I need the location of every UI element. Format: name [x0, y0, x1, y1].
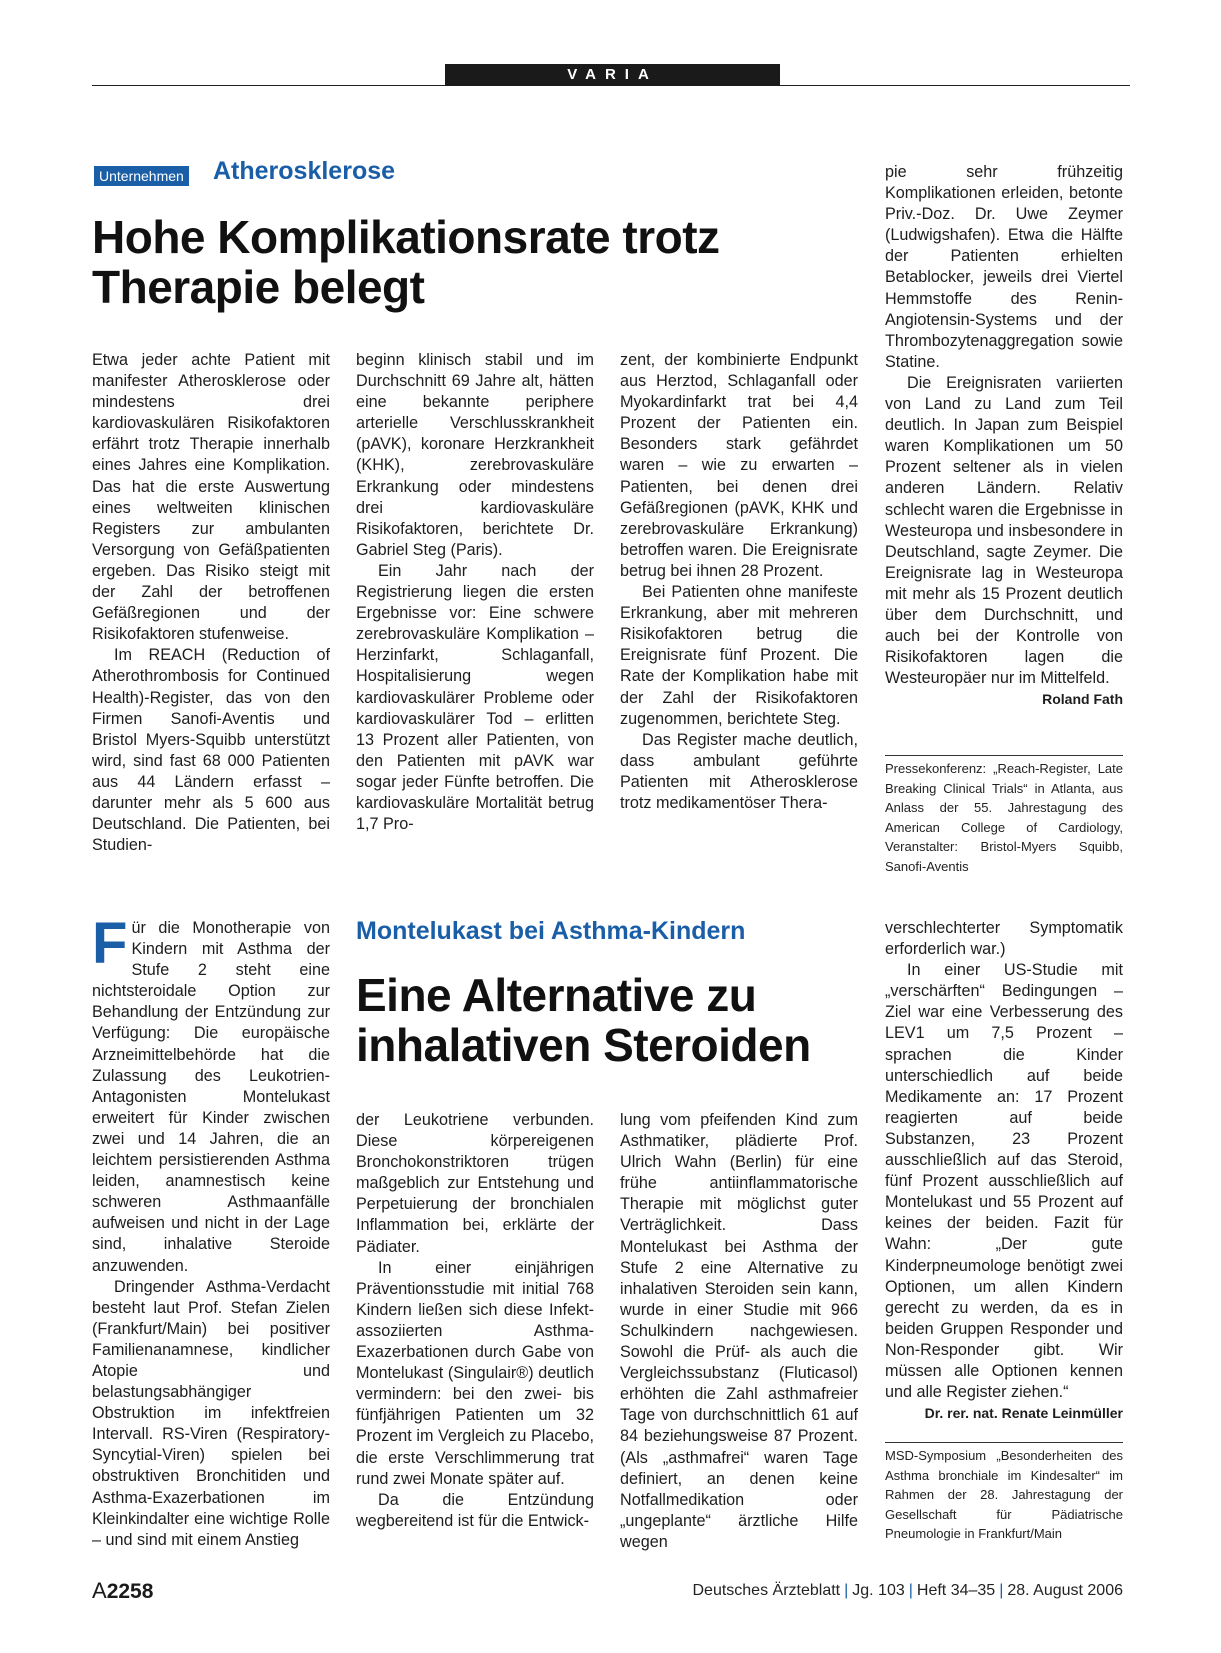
paragraph: Im REACH (Reduction of Atherothrombosis for Continued Health)-Register, das von den Firmen Sanofi-Aventis und Bristol Myers-Squibb unterstützt wird, sind fast 68 000 Patienten aus 44 Ländern erfasst – darunter mehr als 5 600 aus Deutschland. Die Patienten, bei Studien- — [92, 646, 330, 855]
drop-cap: F — [92, 911, 128, 976]
paragraph: Das Register mache deutlich, dass ambulant geführte Patienten mit Atherosklerose trotz medikamentöser Thera- — [620, 730, 858, 812]
paragraph: Da die Entzündung wegbereitend ist für die Entwick- — [356, 1490, 594, 1530]
article1-column-2 — [356, 350, 594, 835]
article2-source-note: MSD-Symposium „Besonderheiten des Asthma bronchiale im Kindesalter“ im Rahmen der 28. Jahrestagung der Gesellschaft für Pädiatrische Pneumologie in Frankfurt/Main — [885, 1442, 1123, 1544]
paragraph: lung vom pfeifenden Kind zum Asthmatiker, plädierte Prof. Ulrich Wahn (Berlin) für eine frühe antiinflammatorische Therapie mit möglichst guter Verträglichkeit. Dass Montelukast bei Asthma der Stufe 2 eine Alternative zu inhalativen Steroiden sein kann, wurde in einer Studie mit 966 Schulkindern nachgewiesen. Sowohl die Prüf- als auch die Vergleichssubstanz (Fluticasol) erhöhten die Zahl asthmafreier Tage von durchschnittlich 61 auf 84 beziehungsweise 87 Prozent. (Als „asthmafrei“ waren Tage definiert, an denen keine Notfallmedikation oder „ungeplante“ ärztliche Hilfe wegen — [620, 1111, 858, 1551]
paragraph: verschlechterter Symptomatik erforderlich war.) — [885, 919, 1123, 959]
volume: Jg. 103 — [852, 1582, 905, 1599]
article2-author: Dr. rer. nat. Renate Leinmüller — [924, 1405, 1123, 1422]
paragraph: beginn klinisch stabil und im Durchschnitt 69 Jahre alt, hätten eine bekannte periphere arterielle Verschlusskrankheit (pAVK), koronare Herzkrankheit (KHK), zerebrovaskuläre Erkrankung oder mindestens drei kardiovaskuläre Risikofaktoren, berichtete Dr. Gabriel Steg (Paris). — [356, 351, 594, 559]
article1-headline: Hohe Komplikationsrate trotz Therapie belegt — [92, 211, 720, 313]
article2-column-3 — [620, 1110, 858, 1553]
section-label: VARIA — [445, 64, 780, 86]
paragraph: Etwa jeder achte Patient mit manifester Atherosklerose oder mindestens drei kardiovaskulären Risikofaktoren erfährt trotz Therapie innerhalb eines Jahres eine Komplikation. Das hat die erste Auswertung eines weltweiten klinischen Registers zur ambulanten Versorgung von Gefäßpatienten ergeben. Das Risiko steigt mit der Zahl der betroffenen Gefäßregionen und der Risikofaktoren stufenweise. — [92, 351, 330, 644]
article1-column-1 — [92, 350, 330, 856]
article2-column-4 — [885, 918, 1123, 1424]
page-number: A2258 — [92, 1578, 154, 1603]
journal-name: Deutsches Ärzteblatt — [692, 1582, 841, 1599]
paragraph: der Leukotriene verbunden. Diese körpereigenen Bronchokonstriktoren trügen maßgeblich zur Entstehung und Perpetuierung der bronchialen Inflammation bei, erklärte der Pädiater. — [356, 1111, 594, 1256]
article2-column-2 — [356, 1110, 594, 1532]
article2-headline: Eine Alternative zu inhalativen Steroiden — [356, 969, 811, 1071]
article1-source-note: Pressekonferenz: „Reach-Register, Late Breaking Clinical Trials“ in Atlanta, aus Anlass der 55. Jahrestagung des American College of Cardiology, Veranstalter: Bristol-Myers Squibb, Sanofi-Aventis — [885, 755, 1123, 876]
article1-kicker: Atherosklerose — [213, 157, 396, 185]
paragraph: In einer einjährigen Präventionsstudie mit initial 768 Kindern ließen sich diese Infekt-assoziierten Asthma-Exazerbationen durch Gabe von Montelukast (Singulair®) deutlich vermindern: bei den zwei- bis fünfjährigen Patienten um 32 Prozent im Vergleich zu Placebo, die erste Verschlimmerung trat rund zwei Monate später auf. — [356, 1258, 594, 1488]
footer-citation: Deutsches Ärzteblatt | Jg. 103 | Heft 34–35 | 28. August 2006 — [692, 1582, 1123, 1599]
article1-column-3 — [620, 350, 858, 814]
category-tag: Unternehmen — [94, 166, 189, 186]
paragraph: Dringender Asthma-Verdacht besteht laut Prof. Stefan Zielen (Frankfurt/Main) bei positiver Familienanamnese, kindlicher Atopie und belastungsabhängiger Obstruktion im infektfreien Intervall. RS-Viren (Respiratory-Syncytial-Viren) spielen bei obstruktiven Bronchitiden und Asthma-Exazerbationen im Kleinkindalter eine wichtige Rolle – und sind mit einem Anstieg — [92, 1277, 330, 1549]
date: 28. August 2006 — [1007, 1582, 1123, 1599]
article1-author: Roland Fath — [1042, 691, 1123, 708]
article2-kicker: Montelukast bei Asthma-Kindern — [356, 917, 746, 945]
paragraph: Bei Patienten ohne manifeste Erkrankung, aber mit mehreren Risikofaktoren betrug die Ereignisrate fünf Prozent. Die Rate der Komplikation habe mit der Zahl der Risikofaktoren zugenommen, berichtete Steg. — [620, 583, 858, 728]
paragraph: Ein Jahr nach der Registrierung liegen die ersten Ergebnisse vor: Eine schwere zerebrovaskuläre Komplikation – Herzinfarkt, Schlaganfall, Hospitalisierung wegen kardiovaskulärer Probleme oder kardiovaskulärer Tod – erlitten 13 Prozent aller Patienten, von den Patienten mit pAVK war sogar jeder Fünfte betroffen. Die kardiovaskuläre Mortalität betrug 1,7 Pro- — [356, 561, 594, 834]
paragraph: pie sehr frühzeitig Komplikationen erleiden, betonte Priv.-Doz. Dr. Uwe Zeymer (Ludwigshafen). Etwa die Hälfte der Patienten erhielten Betablocker, jeweils drei Viertel Hemmstoffe des Renin-Angiotensin-Systems und der Thrombozytenaggregation sowie Statine. — [885, 163, 1123, 371]
paragraph: Für die Monotherapie von Kindern mit Asthma der Stufe 2 steht eine nichtsteroidale Option zur Behandlung der Entzündung zur Verfügung: Die europäische Arzneimittelbehörde hat die Zulassung des Leukotrien-Antagonisten Montelukast erweitert für Kinder zwischen zwei und 14 Jahren, die an leichtem persistierenden Asthma leiden, anamnestisch keine schweren Asthmaanfälle aufweisen und nicht in der Lage sind, inhalative Steroide anzuwenden. — [92, 911, 330, 1275]
paragraph: zent, der kombinierte Endpunkt aus Herztod, Schlaganfall oder Myokardinfarkt trat bei 4,4 Prozent der Patienten ein. Besonders stark gefährdet waren – wie zu erwarten – Patienten, bei denen drei Gefäßregionen (pAVK, KHK und zerebrovaskuläre Erkrankung) betroffen waren. Die Ereignisrate betrug bei ihnen 28 Prozent. — [620, 351, 858, 580]
paragraph: In einer US-Studie mit „verschärften“ Bedingungen – Ziel war eine Verbesserung des LEV1 um 7,5 Prozent – sprachen die Kinder unterschiedlich auf beide Medikamente an: 17 Prozent reagierten auf beide Substanzen, 23 Prozent ausschließlich auf das Steroid, fünf Prozent ausschließlich auf Montelukast und 55 Prozent auf keines der beiden. Fazit für Wahn: „Der gute Kinderpneumologe benötigt zwei Optionen, um allen Kindern gerecht zu werden, da es in beiden Gruppen Responder und Non-Responder gibt. Wir müssen alle Optionen kennen und alle Register ziehen.“ — [885, 961, 1123, 1402]
paragraph: Die Ereignisraten variierten von Land zu Land zum Teil deutlich. In Japan zum Beispiel waren Komplikationen um 50 Prozent seltener als in vielen anderen Ländern. Relativ schlecht waren die Ergebnisse in Westeuropa und insbesondere in Deutschland, sagte Zeymer. Die Ereignisrate lag in Westeuropa mit mehr als 15 Prozent deutlich über dem Durchschnitt, und auch bei der Kontrolle von Risikofaktoren lagen die Westeuropäer nur im Mittelfeld. — [885, 373, 1123, 688]
issue: Heft 34–35 — [916, 1582, 996, 1599]
article2-column-1 — [92, 911, 330, 1551]
article1-column-4 — [885, 162, 1123, 710]
